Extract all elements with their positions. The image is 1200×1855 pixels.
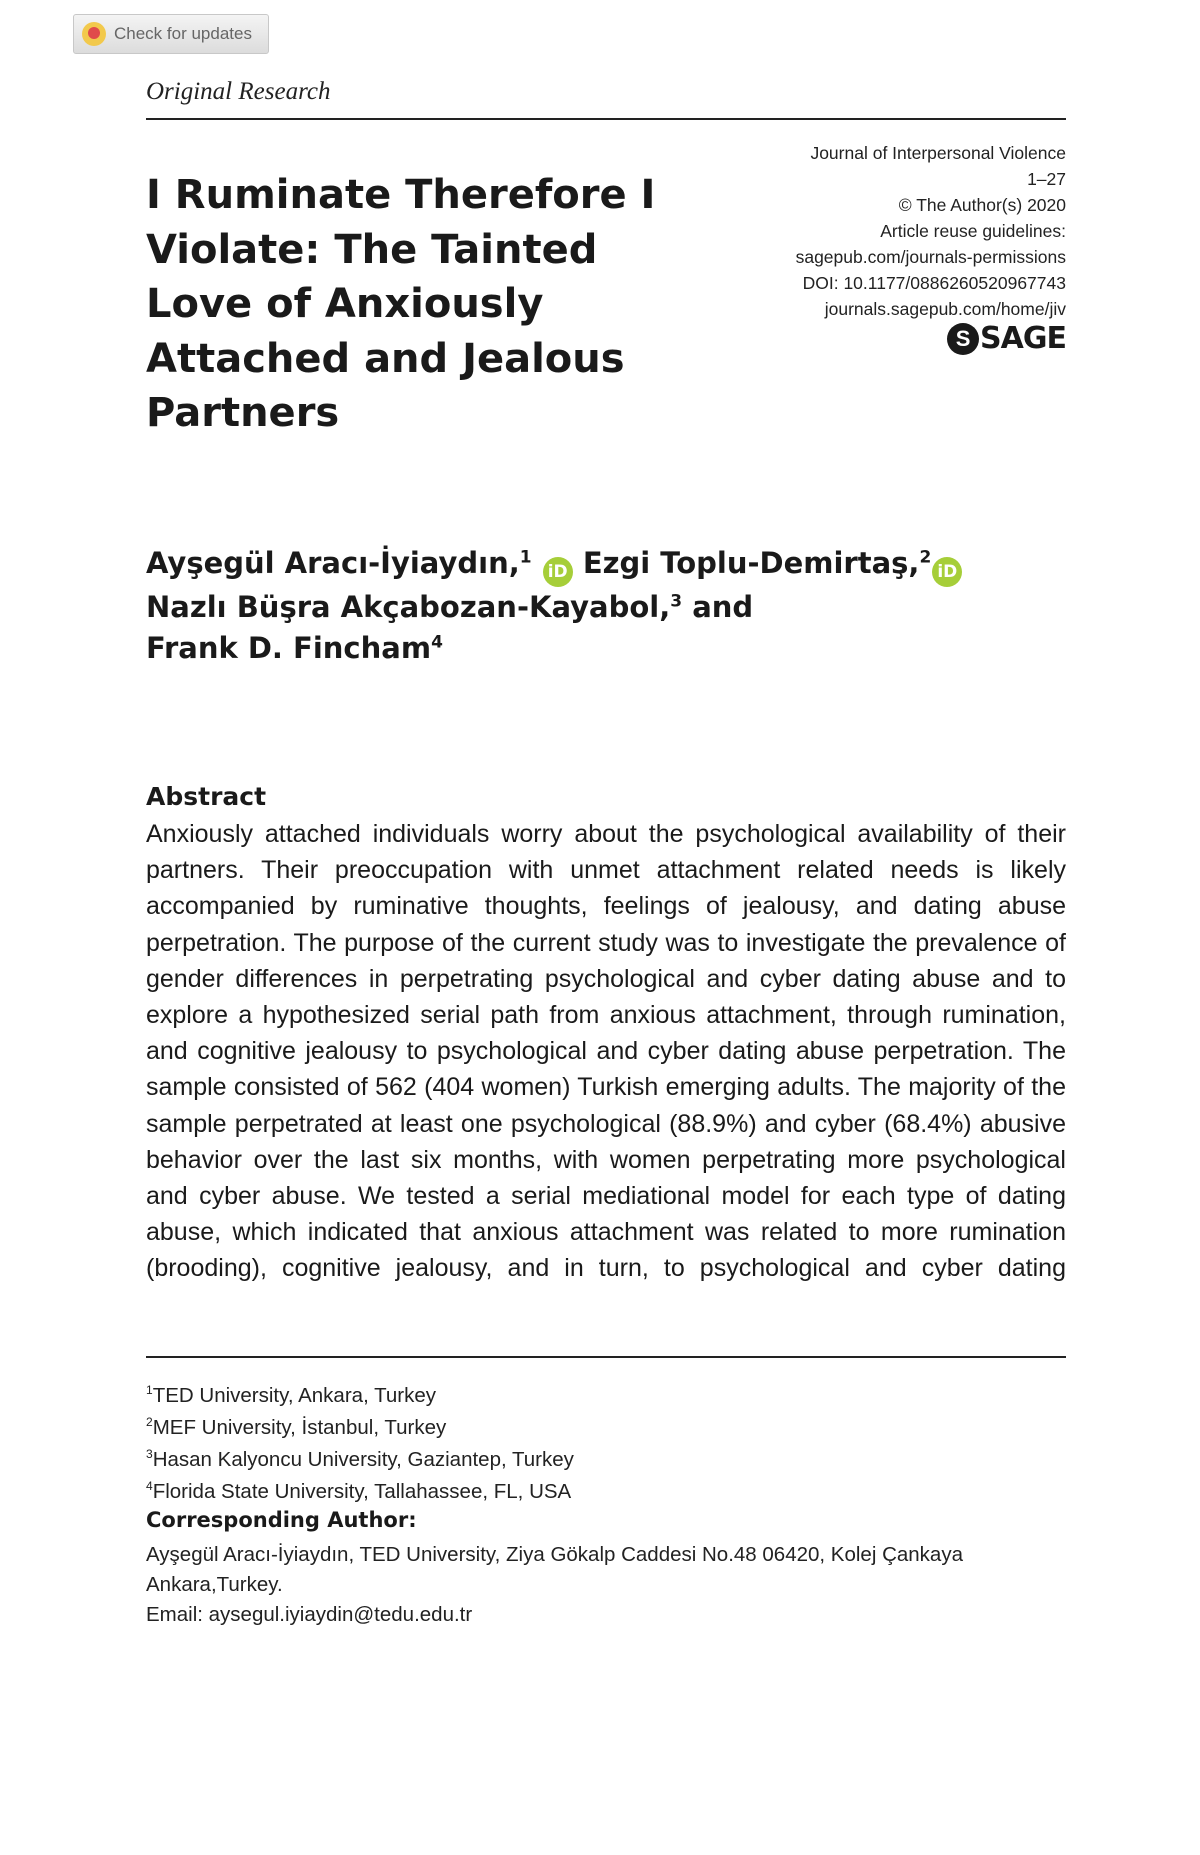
affiliation-item xyxy=(146,1476,1066,1508)
copyright-notice: © The Author(s) 2020 xyxy=(898,195,1066,215)
orcid-icon[interactable]: iD xyxy=(932,557,962,587)
corresponding-address-city: Ankara,Turkey. xyxy=(146,1573,283,1596)
check-for-updates-button[interactable] xyxy=(73,14,269,54)
reuse-guidelines-label: Article reuse guidelines: xyxy=(880,221,1066,241)
check-for-updates-label: Check for updates xyxy=(114,24,252,43)
sage-logo xyxy=(947,321,1066,356)
author-name: Ayşegül Aracı-İyiaydın, xyxy=(146,546,520,580)
affiliation-number: 3 xyxy=(146,1447,153,1462)
affiliation-number: 2 xyxy=(146,1415,153,1430)
footnote-divider xyxy=(146,1356,1066,1358)
affiliation-text: MEF University, İstanbul, Turkey xyxy=(152,1416,447,1439)
abstract-text: Anxiously attached individuals worry about the psychological availability of their partners. Their preoccupation with unmet attachment related needs is likely accompanied by ruminative thoughts, feelings of jealousy, and dating abuse perpetration. The purpose of the current study was to investigate the prevalence of gender differences in perpetrating psychological and cyber dating abuse and to explore a hypothesized serial path from anxious attachment, through rumination, and cognitive jealousy to psychological and cyber dating abuse perpetration. The sample consisted of 562 (404 women) Turkish emerging adults. The majority of the sample perpetrated at least one psychological (88.9%) and cyber (68.4%) abusive behavior over the last six months, with women perpetrating more psychological and cyber abuse. We tested a serial mediational model for each type of dating abuse, which indicated that anxious attachment was related to more rumination (brooding), cognitive jealousy, and in turn, to psychological and cyber dating xyxy=(146,820,1066,1283)
affiliation-item xyxy=(146,1380,1066,1412)
crossmark-icon xyxy=(82,22,106,46)
header-divider xyxy=(146,118,1066,120)
permissions-link[interactable]: sagepub.com/journals-permissions xyxy=(795,247,1066,267)
author-name: Frank D. Fincham xyxy=(146,631,432,665)
sage-wordmark: SAGE xyxy=(980,321,1066,356)
affiliation-item xyxy=(146,1444,1066,1476)
corresponding-email[interactable]: Email: aysegul.iyiaydin@tedu.edu.tr xyxy=(146,1603,473,1626)
author-name: Nazlı Büşra Akçabozan-Kayabol, xyxy=(146,590,671,624)
affiliation-item xyxy=(146,1412,1066,1444)
author-list xyxy=(146,543,1066,669)
corresponding-author-details xyxy=(146,1540,1066,1630)
orcid-icon[interactable]: iD xyxy=(543,557,573,587)
affiliation-number: 4 xyxy=(146,1479,153,1494)
corresponding-author-heading: Corresponding Author: xyxy=(146,1508,417,1532)
article-type-label: Original Research xyxy=(146,78,331,105)
affiliation-text: TED University, Ankara, Turkey xyxy=(152,1384,436,1407)
journal-metadata xyxy=(646,140,1066,322)
journal-name: Journal of Interpersonal Violence xyxy=(810,143,1066,163)
author-affiliation-number: 1 xyxy=(519,547,532,568)
doi[interactable]: DOI: 10.1177/0886260520967743 xyxy=(802,273,1066,293)
affiliation-text: Hasan Kalyoncu University, Gaziantep, Turkey xyxy=(152,1448,574,1471)
journal-homepage-link[interactable]: journals.sagepub.com/home/jiv xyxy=(824,299,1066,319)
author-affiliation-number: 4 xyxy=(431,632,443,653)
affiliation-text: Florida State University, Tallahassee, FL, USA xyxy=(152,1480,572,1503)
affiliation-number: 1 xyxy=(146,1383,153,1398)
corresponding-address: Ayşegül Aracı-İyiaydın, TED University, Ziya Gökalp Caddesi No.48 06420, Kolej Çankaya xyxy=(146,1543,963,1566)
abstract-heading: Abstract xyxy=(146,782,267,811)
author-affiliation-number: 2 xyxy=(919,547,932,568)
author-conjunction: and xyxy=(692,590,754,624)
sage-logo-icon: S xyxy=(947,323,979,355)
author-affiliation-number: 3 xyxy=(670,591,683,612)
affiliation-list xyxy=(146,1380,1066,1508)
author-name: Ezgi Toplu-Demirtaş, xyxy=(582,546,920,580)
page-range: 1–27 xyxy=(1027,169,1066,189)
article-title: I Ruminate Therefore I Violate: The Tainted Love of Anxiously Attached and Jealous Partners xyxy=(146,172,656,436)
